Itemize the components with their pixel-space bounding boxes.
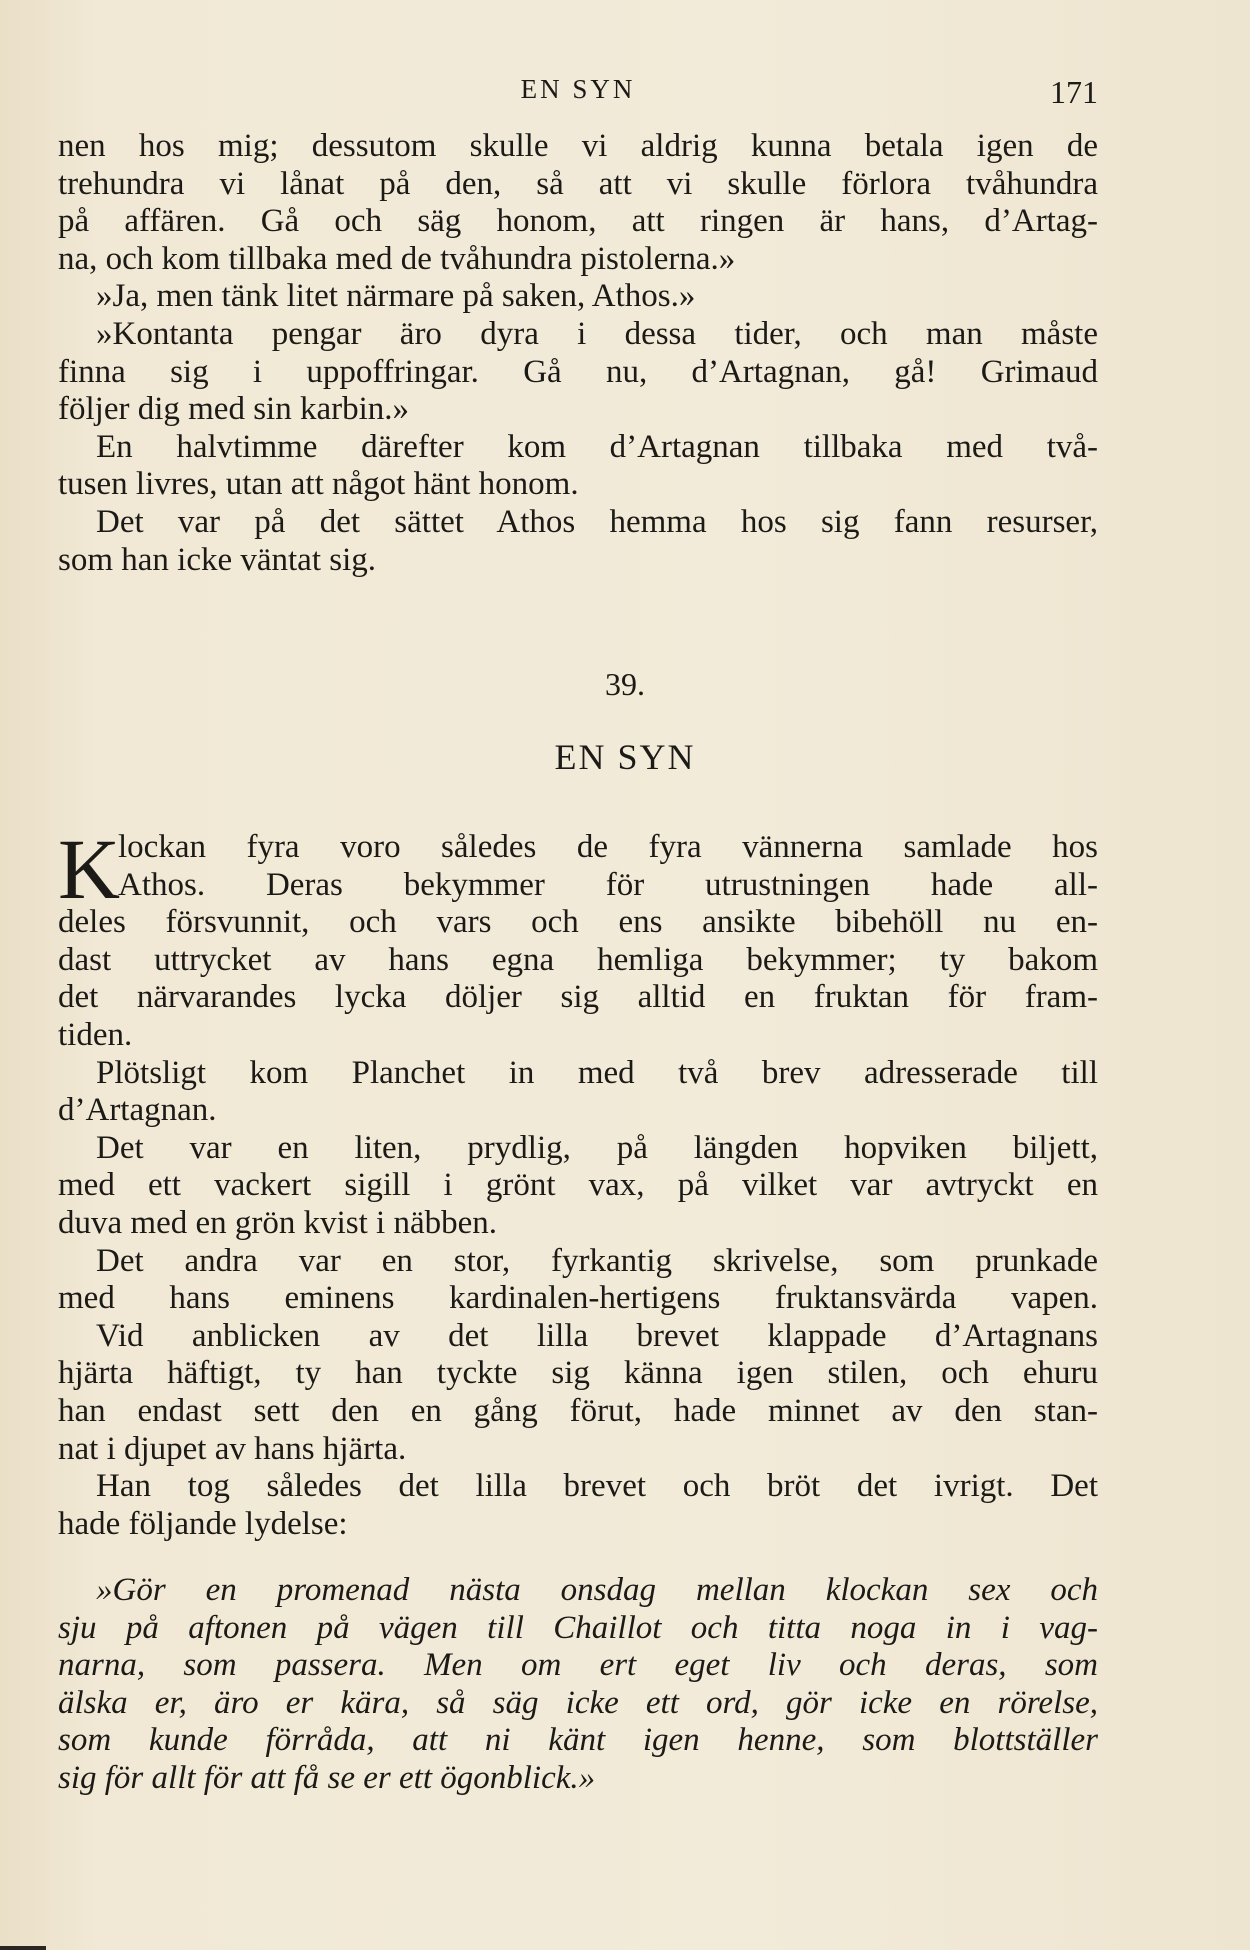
text-line: En halvtimme därefter kom d’Artagnan tillbaka med två-: [96, 428, 1098, 465]
section-title: EN SYN: [554, 737, 696, 777]
text-line: »Ja, men tänk litet närmare på saken, Athos.»: [96, 278, 696, 315]
text-line: med hans eminens kardinalen-hertigens fruktansvärda vapen.: [58, 1280, 1098, 1317]
text-line: nat i djupet av hans hjärta.: [58, 1430, 407, 1467]
text-line: nen hos mig; dessutom skulle vi aldrig kunna betala igen de: [58, 128, 1098, 164]
text-line: »Kontanta pengar äro dyra i dessa tider, och man måste: [96, 315, 1098, 352]
text-line: Athos. Deras bekymmer för utrustningen hade all-: [118, 866, 1098, 903]
text-line: Plötsligt kom Planchet in med två brev adresserade till: [96, 1054, 1098, 1091]
letter-text-block: [58, 1572, 1098, 1798]
page-header: [58, 74, 1098, 114]
text-line: trehundra vi lånat på den, så att vi skulle förlora tvåhundra: [58, 165, 1098, 202]
text-line: Det var på det sättet Athos hemma hos sig fann resurser,: [96, 503, 1098, 540]
text-line: deles försvunnit, och vars och ens ansikte bibehöll nu en-: [58, 904, 1098, 941]
chapter-text-block: [58, 821, 1098, 1543]
text-line: lockan fyra voro således de fyra vännerna samlade hos: [118, 829, 1098, 865]
text-line: finna sig i uppoffringar. Gå nu, d’Artagnan, gå! Grimaud: [58, 353, 1098, 390]
text-line: hjärta häftigt, ty han tyckte sig känna igen stilen, och ehuru: [58, 1355, 1098, 1392]
text-line: följer dig med sin karbin.»: [58, 391, 410, 428]
letter-line: sig för allt för att få se er ett ögonblick.»: [58, 1759, 596, 1796]
text-line: Det var en liten, prydlig, på längden hopviken biljett,: [96, 1129, 1098, 1166]
section-number: 39.: [605, 666, 645, 702]
text-line: tusen livres, utan att något hänt honom.: [58, 466, 579, 503]
letter-line: sju på aftonen på vägen till Chaillot och titta noga in i vag-: [58, 1609, 1098, 1646]
text-line: tiden.: [58, 1016, 133, 1053]
letter-line: älska er, äro er kära, så säg icke ett ord, gör icke en rörelse,: [58, 1684, 1098, 1721]
text-line: na, och kom tillbaka med de tvåhundra pistolerna.»: [58, 240, 736, 277]
text-line: duva med en grön kvist i näbben.: [58, 1204, 497, 1241]
drop-cap: K: [58, 821, 121, 917]
page-edge-mark: [0, 1946, 46, 1950]
text-line: som han icke väntat sig.: [58, 541, 377, 578]
text-line: d’Artagnan.: [58, 1092, 217, 1129]
text-line: hade följande lydelse:: [58, 1505, 348, 1542]
running-title: EN SYN: [520, 74, 636, 104]
text-line: det närvarandes lycka döljer sig alltid en fruktan för fram-: [58, 979, 1098, 1016]
top-text-block: [58, 128, 1098, 579]
text-line: Han tog således det lilla brevet och bröt det ivrigt. Det: [96, 1468, 1098, 1505]
text-line: med ett vackert sigill i grönt vax, på vilket var avtryckt en: [58, 1167, 1098, 1204]
letter-line: »Gör en promenad nästa onsdag mellan klockan sex och: [96, 1572, 1098, 1608]
text-line: på affären. Gå och säg honom, att ringen är hans, d’Artag-: [58, 203, 1098, 240]
text-line: Det andra var en stor, fyrkantig skrivelse, som prunkade: [96, 1242, 1098, 1279]
page-number: 171: [1050, 74, 1098, 110]
text-line: Vid anblicken av det lilla brevet klappade d’Artagnans: [96, 1317, 1098, 1354]
letter-line: narna, som passera. Men om ert eget liv och deras, som: [58, 1647, 1098, 1684]
text-line: han endast sett den en gång förut, hade minnet av den stan-: [58, 1392, 1098, 1429]
letter-line: som kunde förråda, att ni känt igen henne, som blottställer: [58, 1722, 1098, 1759]
text-line: dast uttrycket av hans egna hemliga bekymmer; ty bakom: [58, 941, 1098, 978]
